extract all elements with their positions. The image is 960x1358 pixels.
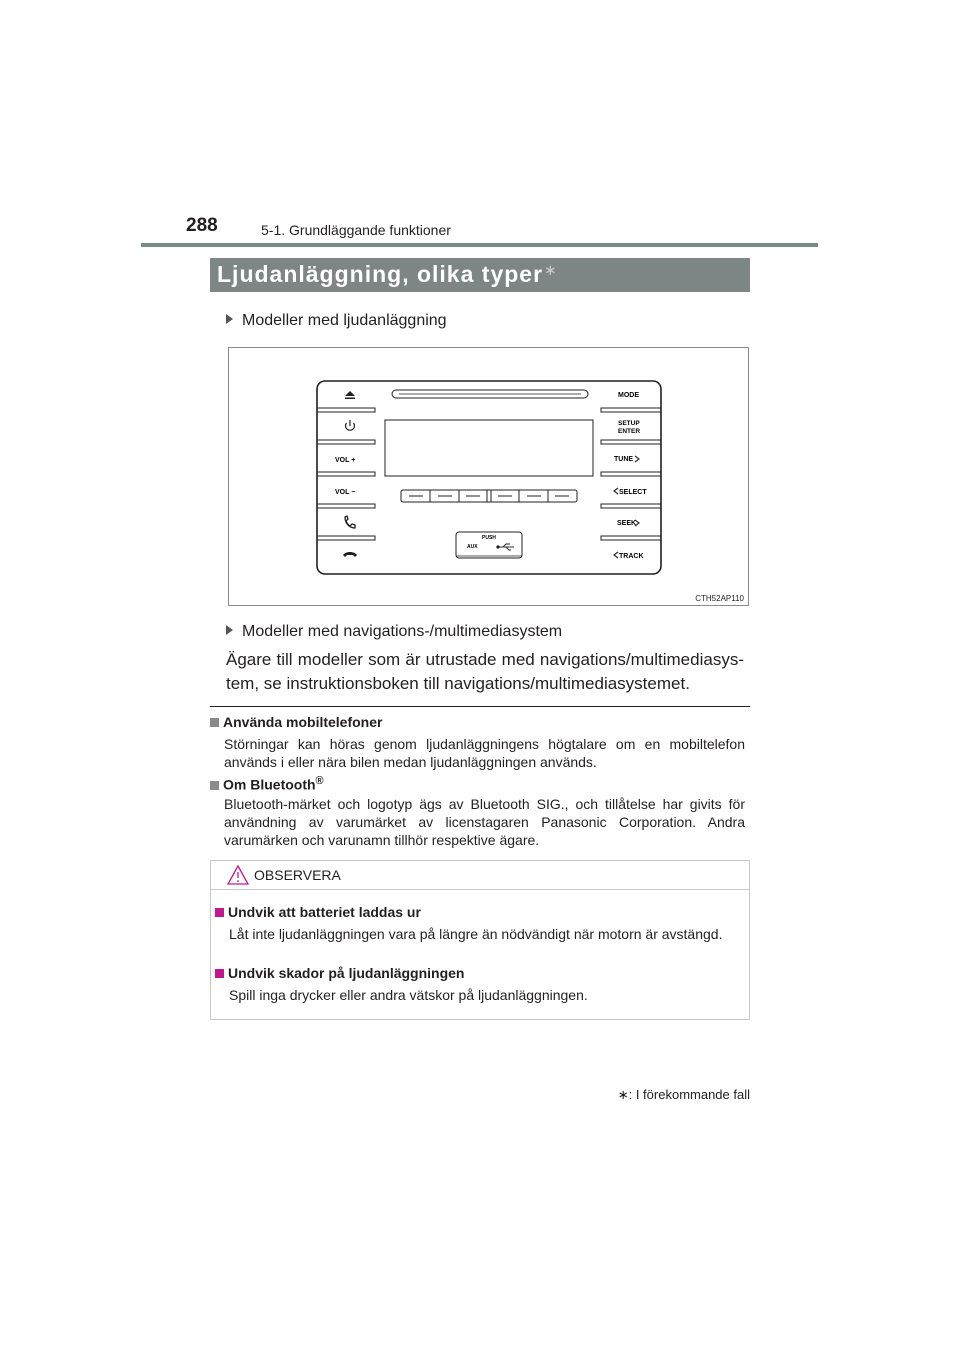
note-heading xyxy=(210,714,382,730)
item-label: Modeller med ljudanläggning xyxy=(242,312,447,329)
list-item xyxy=(226,312,447,330)
aux-label: AUX xyxy=(467,544,478,550)
footnote-marker: ∗ xyxy=(617,1087,629,1102)
square-bullet-icon xyxy=(215,908,224,917)
select-label: SELECT xyxy=(619,489,647,496)
preset-buttons xyxy=(401,490,577,502)
note-heading-text: Om Bluetooth xyxy=(223,776,316,793)
body-paragraph: Ägare till modeller som är utrustade med navigations/multimediasys-tem, se instruktionsboken till navigations/multimediasystemet. xyxy=(226,650,744,693)
track-label: TRACK xyxy=(619,553,644,560)
enter-label: ENTER xyxy=(618,428,641,435)
notice-box xyxy=(210,860,750,1020)
note-heading xyxy=(210,775,324,793)
section-label: 5-1. Grundläggande funktioner xyxy=(261,222,451,238)
footnote xyxy=(618,1087,750,1103)
notice-item-heading xyxy=(215,904,421,920)
notice-title: OBSERVERA xyxy=(254,867,341,883)
square-bullet-icon xyxy=(215,969,224,978)
tune-label: TUNE xyxy=(614,456,634,463)
square-bullet-icon xyxy=(210,781,219,790)
square-bullet-icon xyxy=(210,718,219,727)
audio-unit-illustration xyxy=(229,348,748,605)
section-title-bar xyxy=(210,258,750,292)
vol-up-label: VOL + xyxy=(335,457,356,464)
section-title xyxy=(217,261,558,288)
setup-label: SETUP xyxy=(618,420,640,427)
section-title-text: Ljudanläggning, olika typer xyxy=(217,261,544,287)
push-label: PUSH xyxy=(482,535,496,541)
notice-heading-text: Undvik att batteriet laddas ur xyxy=(228,904,421,920)
title-marker: ∗ xyxy=(544,262,558,279)
note-body: Störningar kan höras genom ljudanläggningens högtalare om en mobiltelefon används i eller nära bilen medan ljudanläggningen används. xyxy=(224,736,745,770)
figure-code: CTH52AP110 xyxy=(695,594,744,603)
vol-down-label: VOL − xyxy=(335,489,356,496)
seek-label: SEEK xyxy=(617,520,637,527)
footnote-text: : I förekommande fall xyxy=(628,1087,750,1102)
note-body: Bluetooth-märket och logotyp ägs av Bluetooth SIG., och tillåtelse har givits för användning av varumärket av licenstagaren Panasonic Corporation. Andra varumärken och varunamn tillhör respektive ägare. xyxy=(224,796,745,848)
note-heading-text: Använda mobiltelefoner xyxy=(223,714,383,730)
page-number: 288 xyxy=(186,215,218,236)
notice-separator xyxy=(211,889,749,890)
item-label: Modeller med navigations-/multimediasystem xyxy=(242,623,563,640)
triangle-bullet-icon xyxy=(226,625,233,635)
notice-item-body: Låt inte ljudanläggningen vara på längre än nödvändigt när motorn är avstängd. xyxy=(229,926,723,942)
list-item xyxy=(226,623,562,641)
notice-heading-text: Undvik skador på ljudanläggningen xyxy=(228,965,465,981)
mode-label: MODE xyxy=(618,392,639,399)
triangle-bullet-icon xyxy=(226,314,233,324)
divider xyxy=(210,706,750,707)
header-rule xyxy=(141,243,818,247)
audio-unit-figure xyxy=(228,347,749,606)
warning-icon xyxy=(226,864,250,886)
notice-item-heading xyxy=(215,965,464,981)
registered-mark: ® xyxy=(315,775,324,787)
notice-item-body: Spill inga drycker eller andra vätskor på ljudanläggningen. xyxy=(229,987,588,1003)
